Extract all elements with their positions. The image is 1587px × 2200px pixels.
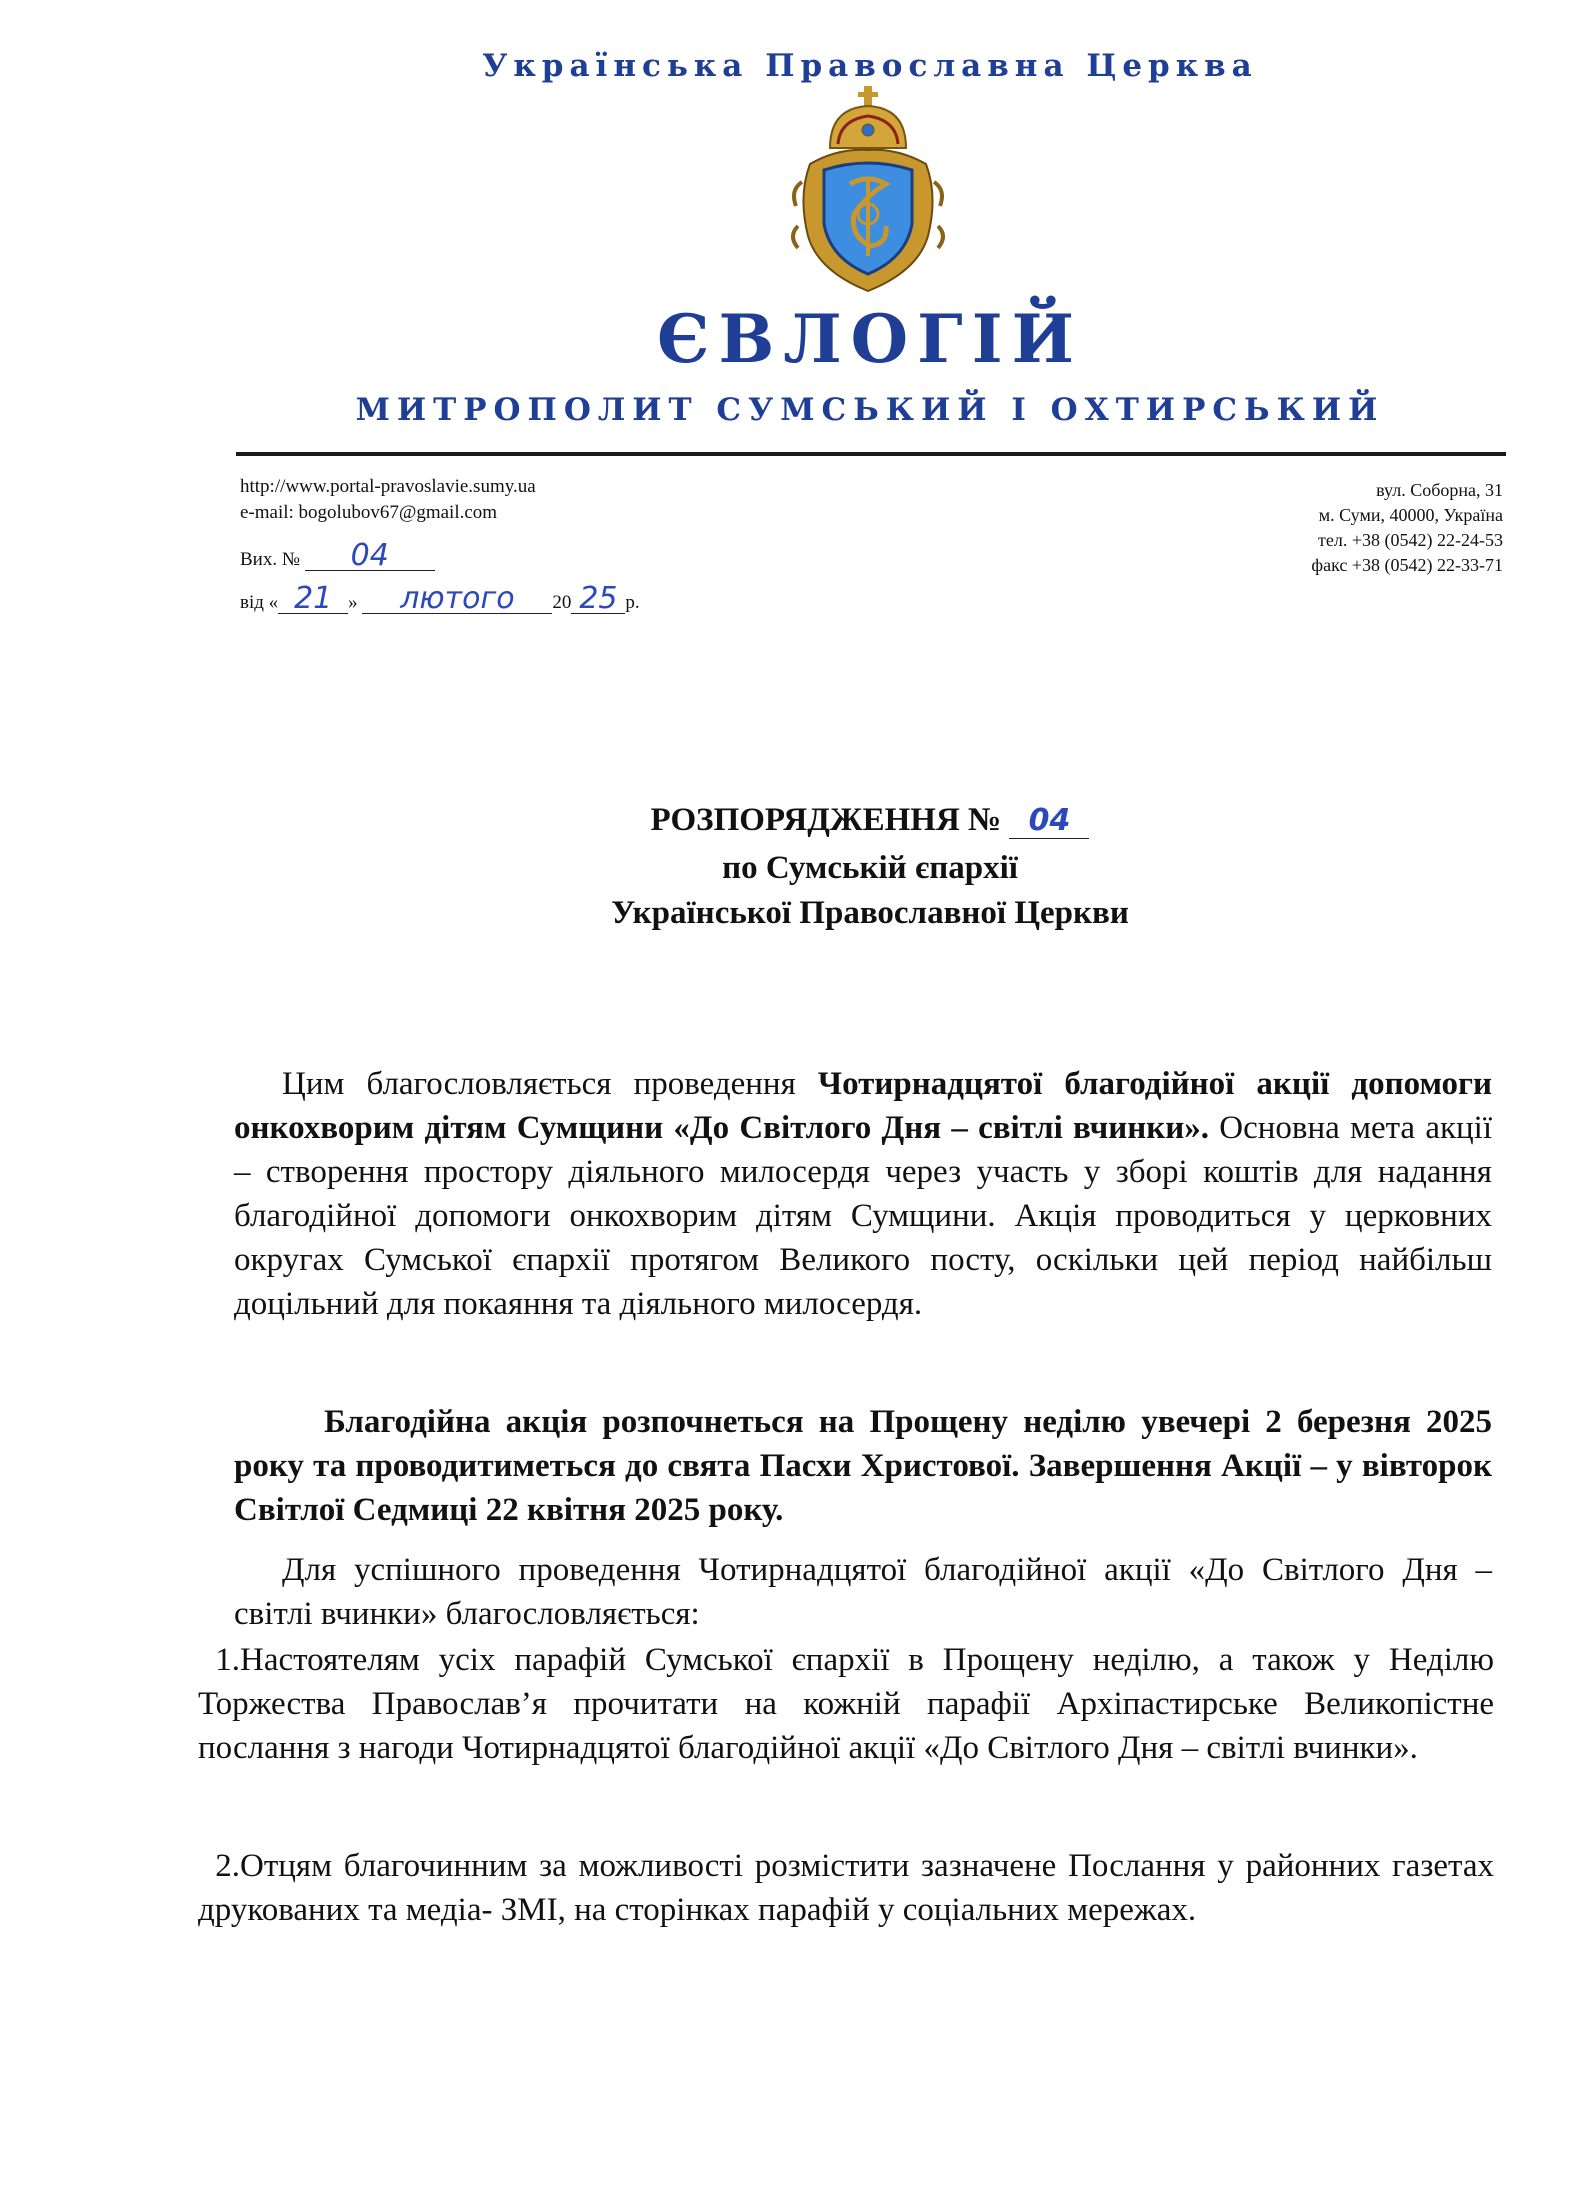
- date-mid: »: [348, 592, 358, 613]
- date-prefix: від «: [240, 592, 279, 613]
- list-item-text: Настоятелям усіх парафій Сумської єпархії в Прощену неділю, а також у Неділю Торжества Православ’я прочитати на кожній парафії Архіпастирське Великопістне послання з нагоди Чотирнадцятої благодійної акції «До Світлого Дня – світлі вчинки».: [198, 1642, 1494, 1766]
- church-name: Українська Православна Церква: [482, 48, 1258, 84]
- paragraph-1-bold: Чотирнадцятої благодійної акції допомоги онкохворим дітям Сумщини «До Світлого Дня – світлі вчинки».: [234, 1066, 1493, 1146]
- outgoing-number-line: [240, 538, 435, 573]
- date-line: [240, 581, 640, 616]
- paragraph-2: Благодійна акція розпочнеться на Прощену неділю увечері 2 березня 2025 року та проводитиметься до свята Пасхи Христової. Завершення Акції – у вівторок Світлої Седмиці 22 квітня 2025 року.: [234, 1404, 1492, 1528]
- document-title: [0, 802, 1587, 839]
- paragraph-3: Для успішного проведення Чотирнадцятої благодійної акції «До Світлого Дня – світлі вчинки» благословляється:: [234, 1552, 1492, 1632]
- date-year: 25: [571, 585, 625, 614]
- list-item-text: Отцям благочинним за можливості розмістити зазначене Послання у районних газетах друкованих та медіа- ЗМІ, на сторінках парафій у соціальних мережах.: [198, 1848, 1494, 1928]
- contacts-right: [1311, 478, 1503, 578]
- phone-number: тел. +38 (0542) 22-24-53: [1318, 530, 1503, 550]
- date-day: 21: [278, 585, 348, 614]
- metropolitan-title: МИТРОПОЛИТ СУМСЬКИЙ І ОХТИРСЬКИЙ: [355, 392, 1385, 428]
- address-street: вул. Соборна, 31: [1376, 480, 1503, 500]
- website-link[interactable]: http://www.portal-pravoslavie.sumy.ua: [240, 476, 536, 497]
- list-item: [198, 1844, 1494, 1932]
- contacts-left: [240, 474, 536, 526]
- header-divider: [236, 452, 1506, 456]
- date-century: 20: [552, 592, 572, 613]
- date-month: лютого: [362, 585, 552, 614]
- list-item-number: 1.: [215, 1642, 240, 1678]
- address-city: м. Суми, 40000, Україна: [1318, 505, 1503, 525]
- fax-number: факс +38 (0542) 22-33-71: [1311, 555, 1503, 575]
- title-line-2: по Сумській єпархії: [722, 850, 1018, 886]
- list-item-number: 2.: [215, 1848, 240, 1884]
- title-number: 04: [1009, 804, 1089, 839]
- paragraph-1: [234, 1062, 1492, 1326]
- paragraph-1-intro: Цим благословляється проведення: [282, 1066, 818, 1102]
- outgoing-label: Вих. №: [240, 549, 300, 570]
- date-year-end: р.: [625, 592, 640, 613]
- list-item: [198, 1638, 1494, 1770]
- title-label: РОЗПОРЯДЖЕННЯ №: [650, 802, 1002, 838]
- title-line-3: Української Православної Церкви: [611, 895, 1129, 931]
- email-link[interactable]: e-mail: bogolubov67@gmail.com: [240, 502, 498, 523]
- coat-of-arms-icon: [788, 86, 948, 296]
- paragraph-1-rest: Основна мета акції – створення простору діяльного милосердя через участь у зборі коштів для надання благодійної допомоги онкохворим дітям Сумщини. Акція проводиться у церковних округах Сумської єпархії протягом Великого посту, оскільки цей період найбільш доцільний для покаяння та діяльного милосердя.: [234, 1110, 1492, 1322]
- metropolitan-name: ЄВЛОГІЙ: [657, 300, 1083, 378]
- outgoing-number: 04: [305, 542, 435, 571]
